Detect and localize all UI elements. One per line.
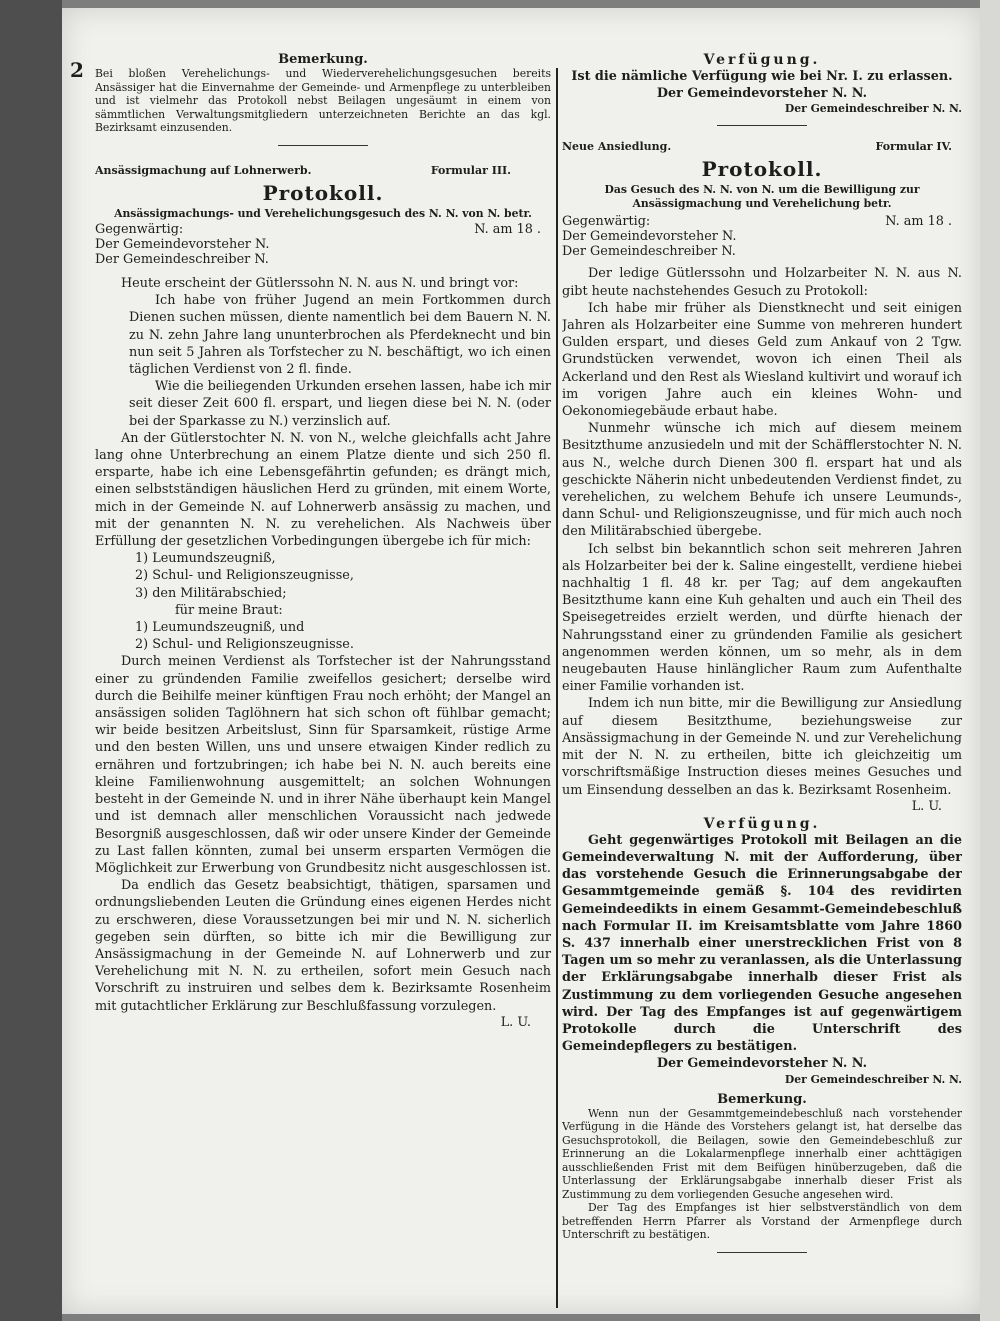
form-number: Formular IV. bbox=[875, 140, 952, 154]
official-clerk: Der Gemeindeschreiber N. bbox=[95, 252, 269, 267]
remark-text: Der Tag des Empfanges ist hier selbstverständlich von dem betreffenden Herrn Pfarrer als Vorstand der Armenpflege durch Unterschrift zu bestätigen. bbox=[562, 1201, 962, 1242]
paragraph: Ich selbst bin bekanntlich schon seit mehreren Jahren als Holzarbeiter bei der k. Saline eingestellt, verdiene hiebei nachhaltig 1 fl. 48 kr. per Tag; auf dem angekauften Besitzthume kann eine Kuh gehalten und auch ein Theil des Speisegetreides erzielt werden, und dürfte hienach der Nahrungsstand einer zu gründenden Familie als gesichert angenommen werden können, um so mehr, als in dem neugebauten Hause hinlänglicher Raum zum Aufenthalte einer Familie vorhanden ist. bbox=[562, 541, 962, 695]
paragraph: Nunmehr wünsche ich mich auf diesem meinem Besitzthume anzusiedeln und mit der Schäfflerstochter N. N. aus N., welche durch Dienen 300 fl. erspart hat und als geschickte Näherin nicht unbedeutenden Verdienst findet, zu verehelichen, zu welchem Behufe ich unsere Leumunds-, dann Schul- und Religionszeugnisse, und für mich auch noch den Militärabschied übergebe. bbox=[562, 421, 962, 540]
signature-lu: L. U. bbox=[500, 1014, 531, 1030]
scan-margin-right bbox=[980, 0, 1000, 1321]
separator-rule bbox=[717, 125, 807, 126]
sign-clerk: Der Gemeindeschreiber N. N. bbox=[784, 102, 962, 116]
paragraph: Wie die beiliegenden Urkunden ersehen lassen, habe ich mir seit dieser Zeit 600 fl. erspart, und liegen diese bei N. N. (oder bei der Sparkasse zu N.) verzinslich auf. bbox=[129, 379, 551, 429]
scan-margin-left bbox=[0, 0, 62, 1321]
decree-text: Geht gegenwärtiges Protokoll mit Beilagen an die Gemeindeverwaltung N. mit der Aufforderung, über das vorstehende Gesuch die Erinnerungsabgabe der Gesammtgemeinde gemäß §. 104 des revidirten Gemeindeedikts in einem Gesammt-Gemeindebeschluß nach Formular II. im Kreisamtsblatte vom Jahre 1860 S. 437 innerhalb einer unerstrecklichen Frist von 8 Tagen um so mehr zu veranlassen, als die Unterlassung der Erklärungsabgabe innerhalb dieser Frist als Zustimmung zu dem vorliegenden Gesuche angesehen wird. Der Tag des Empfanges ist auf gegenwärtigem Protokolle durch die Unterschrift des Gemeindepflegers zu bestätigen. bbox=[562, 832, 962, 1055]
list-item: 3) den Militärabschied; bbox=[135, 585, 287, 601]
sign-mayor: Der Gemeindevorsteher N. N. bbox=[656, 86, 868, 102]
right-column bbox=[562, 52, 962, 1263]
column-divider bbox=[556, 68, 558, 1308]
decree-title: Verfügung. bbox=[703, 52, 821, 68]
decree-text: Ist die nämliche Verfügung wie bei Nr. I. zu erlassen. bbox=[571, 69, 953, 84]
paragraph: Durch meinen Verdienst als Torfstecher ist der Nahrungsstand einer zu gründenden Familie zweifellos gesichert; derselbe wird durch die Beihilfe meiner künftigen Frau noch erhöht; der Mangel an ansässigen soliden Taglöhnern hat sich schon oft fühlbar gemacht; wir beide besitzen Arbeitslust, Sinn für Sparsamkeit, rüstige Arme und den besten Willen, uns und unsere etwaigen Kinder redlich zu ernähren und fortzubringen; ich habe bei N. N. auch bereits eine kleine Familienwohnung ausgemittelt; an solchen Wohnungen besteht in der Gemeinde N. und in ihrer Nähe überhaupt kein Mangel und ist demnach aller menschlichen Voraussicht nach jedwede Besorgniß ausgeschlossen, daß wir oder unsere Kinder der Gemeinde zu Last fallen könnten, zumal bei unserm ersparten Vermögen die Möglichkeit zur Erwerbung von Grundbesitz nicht ausgeschlossen ist. bbox=[95, 654, 551, 876]
protocol-title: Protokoll. bbox=[262, 180, 384, 205]
official-clerk: Der Gemeindeschreiber N. bbox=[562, 244, 736, 260]
decree-title: Verfügung. bbox=[703, 815, 821, 832]
form-label: Neue Ansiedlung. bbox=[562, 140, 672, 154]
paragraph: Ich habe von früher Jugend an mein Fortkommen durch Dienen suchen müssen, diente namentlich bei dem Bauern N. N. zu N. zehn Jahre lang ununterbrochen als Pferdeknecht und bin nun seit 5 Jahren als Torfstecher zu N. beschäftigt, wo ich einen täglichen Verdienst von 2 fl. finde. bbox=[129, 293, 551, 378]
form-header bbox=[95, 164, 551, 177]
present-row bbox=[562, 214, 962, 229]
separator-rule bbox=[717, 1252, 807, 1253]
paragraph: Da endlich das Gesetz beabsichtigt, thätigen, sparsamen und ordnungsliebenden Leuten die Gründung eines eigenen Herdes nicht zu erschweren, diese Voraussetzungen bei mir und N. N. sicherlich gegeben sein dürften, so bitte ich mir die Bewilligung zur Ansässigmachung in der Gemeinde N. auf Lohnerwerb und zur Verehelichung mit N. N. zu ertheilen, sofort mein Gesuch nach Vorschrift zu instruiren und selbes dem k. Bezirksamte Rosenheim mit gutachtlicher Erklärung zur Beschlußfassung vorzulegen. bbox=[95, 878, 551, 1014]
present-label: Gegenwärtig: bbox=[95, 222, 184, 237]
separator-rule bbox=[278, 145, 368, 146]
list-heading: für meine Braut: bbox=[175, 602, 283, 618]
date-line: N. am 18 . bbox=[474, 222, 541, 237]
page-number: 2 bbox=[70, 58, 84, 82]
form-header bbox=[562, 140, 962, 153]
official-mayor: Der Gemeindevorsteher N. bbox=[562, 229, 737, 245]
left-column bbox=[95, 52, 551, 1030]
protocol-subtitle: Das Gesuch des N. N. von N. um die Bewilligung zur Ansässigmachung und Verehelichung betr. bbox=[604, 183, 920, 210]
list-item: 2) Schul- und Religionszeugnisse. bbox=[135, 637, 354, 653]
intro-text: Der ledige Gütlerssohn und Holzarbeiter N. N. aus N. gibt heute nachstehendes Gesuch zu Protokoll: bbox=[562, 266, 962, 299]
sign-clerk: Der Gemeindeschreiber N. N. bbox=[784, 1072, 962, 1086]
form-number: Formular III. bbox=[430, 163, 511, 177]
statement-block bbox=[95, 292, 551, 430]
paragraph: An der Gütlerstochter N. N. von N., welche gleichfalls acht Jahre lang ohne Unterbrechung an einem Platze diente und sich 250 fl. ersparte, habe ich eine Lebensgefährtin gefunden; es drängt mich, einen selbstständigen häuslichen Herd zu gründen, mit einem Worte, mich in der Gemeinde N. auf Lohnerwerb ansässig zu machen, und mit der genannten N. N. zu verehelichen. Als Nachweis über Erfüllung der gesetzlichen Vorbedingungen übergebe ich für mich: bbox=[95, 430, 551, 550]
protocol-title: Protokoll. bbox=[701, 157, 823, 182]
list-item: 1) Leumundszeugniß, bbox=[135, 551, 276, 567]
remark-text: Bei bloßen Verehelichungs- und Wiederverehelichungsgesuchen bereits Ansässiger hat die Einvernahme der Gemeinde- und Armenpflege zu unterbleiben und ist vielmehr das Protokoll nebst Beilagen ungesäumt in einem von sämmtlichen Verwaltungsmitgliedern unterzeichneten Berichte an das kgl. Bezirksamt einzusenden. bbox=[95, 67, 551, 134]
official-mayor: Der Gemeindevorsteher N. bbox=[95, 237, 270, 252]
remark-text: Wenn nun der Gesammtgemeindebeschluß nach vorstehender Verfügung in die Hände des Vorstehers gelangt ist, hat derselbe das Gesuchsprotokoll, die Beilagen, sowie den Gemeindebeschluß zur Erinnerung an die Lokalarmenpflege innerhalb einer achttägigen ausschließenden Frist mit dem Beifügen hinüberzugeben, daß die Unterlassung der Erklärungsabgabe innerhalb dieser Frist als Zustimmung zu dem vorliegenden Gesuche angesehen wird. bbox=[562, 1106, 962, 1201]
signature-lu: L. U. bbox=[911, 798, 942, 814]
remark-title: Bemerkung. bbox=[717, 1091, 807, 1107]
form-label: Ansässigmachung auf Lohnerwerb. bbox=[95, 163, 312, 177]
list-item: 1) Leumundszeugniß, und bbox=[135, 620, 305, 636]
protocol-subtitle: Ansässigmachungs- und Verehelichungsgesuch des N. N. von N. betr. bbox=[114, 206, 532, 220]
present-row bbox=[95, 222, 551, 237]
sign-mayor: Der Gemeindevorsteher N. N. bbox=[656, 1056, 868, 1072]
present-label: Gegenwärtig: bbox=[562, 214, 651, 230]
list-item: 2) Schul- und Religionszeugnisse, bbox=[135, 568, 354, 584]
paragraph: Ich habe mir früher als Dienstknecht und seit einigen Jahren als Holzarbeiter eine Summe von mehreren hundert Gulden erspart, und dieses Geld zum Ankauf von 2 Tgw. Grundstücken verwendet, wovon ich einen Theil als Ackerland und den Rest als Wiesland kultivirt und worauf ich im vorigen Jahre auch ein kleines Wohn- und Oekonomiegebäude erbaut habe. bbox=[562, 300, 962, 420]
intro-text: Heute erscheint der Gütlerssohn N. N. aus N. und bringt vor: bbox=[121, 276, 519, 291]
paragraph: Indem ich nun bitte, mir die Bewilligung zur Ansiedlung auf diesem Besitzthume, beziehungsweise zur Ansässigmachung in der Gemeinde N. und zur Verehelichung mit der N. N. zu ertheilen, bitte ich gleichzeitig um vorschriftsmäßige Instruction dieses meines Gesuches und um Einsendung desselben an das k. Bezirksamt Rosenheim. bbox=[562, 696, 962, 798]
date-line: N. am 18 . bbox=[885, 214, 952, 230]
remark-title: Bemerkung. bbox=[278, 52, 368, 67]
